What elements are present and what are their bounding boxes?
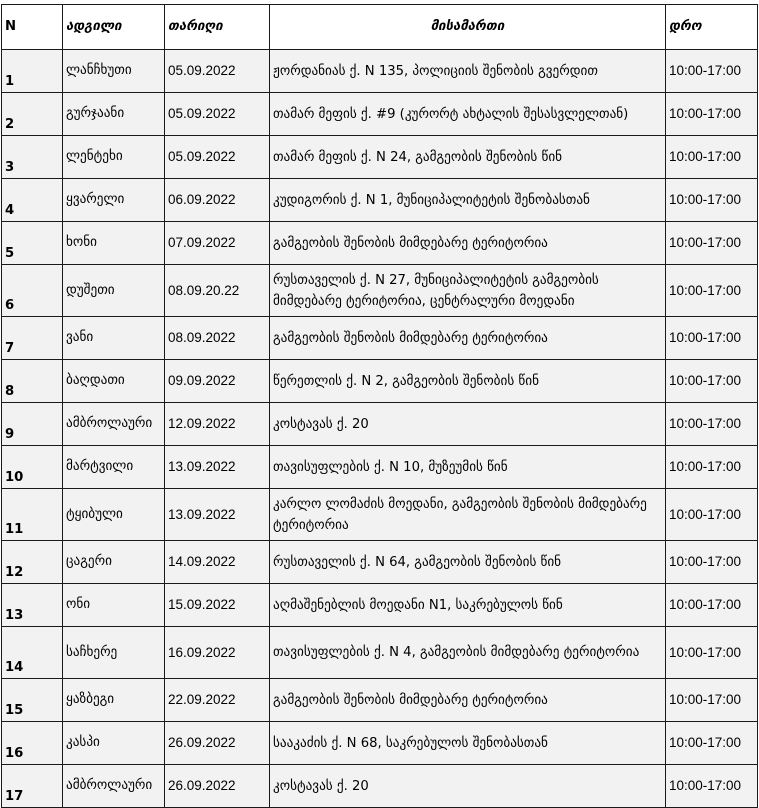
table-row [2,360,758,403]
row-number: 11 [2,489,63,541]
row-number: 8 [2,360,63,403]
row-address: სააკაძის ქ. N 68, საკრებულოს შენობასთან [270,722,666,765]
row-address: კარლო ლომაძის მოედანი, გამგეობის შენობის მიმდებარე ტერიტორია [270,489,666,541]
row-number: 5 [2,222,63,265]
row-address: ჟორდანიას ქ. N 135, პოლიციის შენობის გვერდით [270,50,666,93]
row-time: 10:00-17:00 [666,679,758,722]
row-time: 10:00-17:00 [666,50,758,93]
row-date: 06.09.2022 [165,179,270,222]
table-row [2,50,758,93]
row-number: 6 [2,265,63,317]
row-address: თამარ მეფის ქ. N 24, გამგეობის შენობის წინ [270,136,666,179]
table-row [2,765,758,808]
row-number: 7 [2,317,63,360]
row-date: 14.09.2022 [165,541,270,584]
row-time: 10:00-17:00 [666,265,758,317]
row-place: ხონი [63,222,165,265]
row-time: 10:00-17:00 [666,179,758,222]
row-time: 10:00-17:00 [666,446,758,489]
row-date: 26.09.2022 [165,765,270,808]
row-address: გამგეობის შენობის მიმდებარე ტერიტორია [270,679,666,722]
row-time: 10:00-17:00 [666,765,758,808]
row-number: 1 [2,50,63,93]
row-number: 17 [2,765,63,808]
table-row [2,489,758,541]
row-address: გამგეობის შენობის მიმდებარე ტერიტორია [270,222,666,265]
header-place: ადგილი [63,5,165,50]
row-date: 09.09.2022 [165,360,270,403]
header-num: N [2,5,63,50]
table-row [2,446,758,489]
row-place: ყაზბეგი [63,679,165,722]
row-date: 16.09.2022 [165,627,270,679]
row-address: თამარ მეფის ქ. #9 (კურორტ ახტალის შესასვლელთან) [270,93,666,136]
row-address: რუსთაველის ქ. N 64, გამგეობის შენობის წინ [270,541,666,584]
row-address: თავისუფლების ქ. N 4, გამგეობის მიმდებარე ტერიტორია [270,627,666,679]
row-date: 13.09.2022 [165,489,270,541]
row-date: 12.09.2022 [165,403,270,446]
header-address: მისამართი [270,5,666,50]
row-date: 05.09.2022 [165,93,270,136]
header-time: დრო [666,5,758,50]
row-place: საჩხერე [63,627,165,679]
row-time: 10:00-17:00 [666,317,758,360]
row-time: 10:00-17:00 [666,489,758,541]
row-date: 08.09.20.22 [165,265,270,317]
row-time: 10:00-17:00 [666,360,758,403]
row-number: 10 [2,446,63,489]
table-row [2,541,758,584]
row-address: კოსტავას ქ. 20 [270,765,666,808]
row-number: 14 [2,627,63,679]
row-number: 13 [2,584,63,627]
row-time: 10:00-17:00 [666,222,758,265]
row-time: 10:00-17:00 [666,403,758,446]
row-number: 4 [2,179,63,222]
table-row [2,317,758,360]
row-address: კოსტავას ქ. 20 [270,403,666,446]
table-row [2,265,758,317]
row-place: ამბროლაური [63,403,165,446]
header-row [2,5,758,50]
table-row [2,679,758,722]
schedule-table [1,4,758,808]
row-time: 10:00-17:00 [666,136,758,179]
row-address: თავისუფლების ქ. N 10, მუზეუმის წინ [270,446,666,489]
row-place: ტყიბული [63,489,165,541]
row-time: 10:00-17:00 [666,541,758,584]
row-number: 9 [2,403,63,446]
row-place: მარტვილი [63,446,165,489]
row-date: 05.09.2022 [165,50,270,93]
row-place: კასპი [63,722,165,765]
row-time: 10:00-17:00 [666,627,758,679]
row-address: წერეთლის ქ. N 2, გამგეობის შენობის წინ [270,360,666,403]
row-date: 05.09.2022 [165,136,270,179]
row-place: ბაღდათი [63,360,165,403]
row-date: 07.09.2022 [165,222,270,265]
row-place: ლენტეხი [63,136,165,179]
row-place: ცაგერი [63,541,165,584]
row-number: 2 [2,93,63,136]
table-row [2,403,758,446]
table-row [2,179,758,222]
row-place: გურჯაანი [63,93,165,136]
row-place: ვანი [63,317,165,360]
row-date: 15.09.2022 [165,584,270,627]
table-row [2,136,758,179]
row-place: ყვარელი [63,179,165,222]
row-time: 10:00-17:00 [666,93,758,136]
table-row [2,584,758,627]
row-address: რუსთაველის ქ. N 27, მუნიციპალიტეტის გამგეობის მიმდებარე ტერიტორია, ცენტრალური მოედანი [270,265,666,317]
row-number: 15 [2,679,63,722]
row-place: ლანჩხუთი [63,50,165,93]
header-date: თარიღი [165,5,270,50]
row-place: ონი [63,584,165,627]
row-time: 10:00-17:00 [666,722,758,765]
row-time: 10:00-17:00 [666,584,758,627]
row-number: 12 [2,541,63,584]
row-date: 26.09.2022 [165,722,270,765]
row-place: ამბროლაური [63,765,165,808]
table-row [2,627,758,679]
table-row [2,222,758,265]
row-number: 16 [2,722,63,765]
row-address: აღმაშენებლის მოედანი N1, საკრებულოს წინ [270,584,666,627]
table-row [2,722,758,765]
row-address: კუდიგორის ქ. N 1, მუნიციპალიტეტის შენობასთან [270,179,666,222]
table-row [2,93,758,136]
row-date: 08.09.2022 [165,317,270,360]
row-place: დუშეთი [63,265,165,317]
row-date: 22.09.2022 [165,679,270,722]
row-address: გამგეობის შენობის მიმდებარე ტერიტორია [270,317,666,360]
row-number: 3 [2,136,63,179]
table-body [2,50,758,808]
row-date: 13.09.2022 [165,446,270,489]
